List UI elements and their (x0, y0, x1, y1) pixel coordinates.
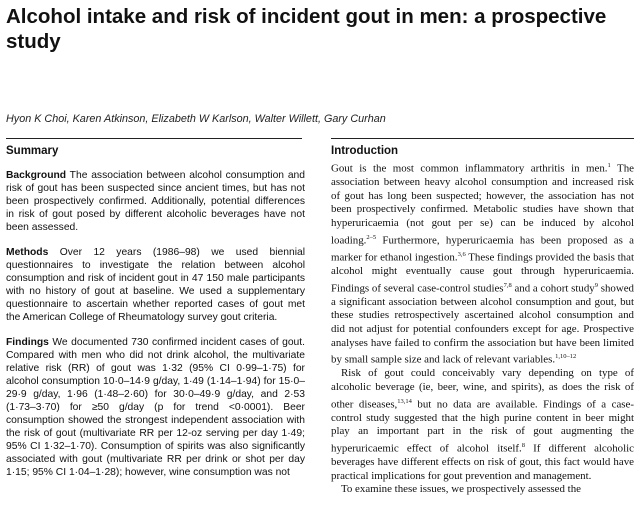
intro-text: The association between heavy alcohol consumption and increased risk of gout has long been suspected; however, the association has not been prospectively confirmed. Metabolic studies have shown that hyperuricaemia (not gout per se) can be induced by alcohol loading. (331, 162, 634, 247)
introduction-paragraph-3: To examine these issues, we prospectively assessed the (341, 483, 581, 496)
methods-text: Over 12 years (1986–98) we used biennial questionnaires to investigate the relation between alcohol consumption and risk of incident gout in 47 150 male participants with no history of gout at baseline. We used a supplementary questionnaire to ascertain whether reported cases of gout met the American College of Rheumatology survey gout criteria. (6, 247, 305, 323)
citation-superscript: 9 (594, 281, 598, 289)
introduction-top-rule (331, 138, 634, 139)
intro-text: Furthermore, hyperuricaemia has been proposed as a marker for ethanol ingestion. (331, 234, 634, 264)
intro-text: showed a significant association between alcohol consumption and gout, but these studies retrospectively ascertained alcohol consumption and did not adjust for potential confounders except for age. Prospective analyses have failed to confirm the association but have been limited by small sample size and lack of relevant variables. (331, 282, 635, 366)
summary-top-rule (6, 138, 302, 139)
intro-text: Gout is the most common inflammatory arthritis in men. (331, 162, 608, 175)
author-list: Hyon K Choi, Karen Atkinson, Elizabeth W Karlson, Walter Willett, Gary Curhan (6, 113, 386, 125)
summary-background (6, 169, 305, 234)
introduction-paragraph-2 (331, 367, 634, 483)
intro-text: but no data are available. Findings of a case-control study suggested that the high purine content in beer might play an important part in the risk of gout augmenting the hyperuricaemic effect of alcohol itself. (331, 398, 634, 455)
article-title: Alcohol intake and risk of incident gout in men: a prospective study (6, 5, 607, 53)
summary-column (6, 144, 305, 491)
citation-superscript: 2–5 (366, 233, 377, 241)
intro-text: These findings provided the basis that alcohol might eventually cause gout through hyperuricaemia. Findings of several case-control studies (331, 251, 634, 295)
findings-text: We documented 730 confirmed incident cases of gout. Compared with men who did not drink alcohol, the multivariate relative risk (RR) of gout was 1·32 (95% CI 0·99–1·75) for alcohol consumption 10·0–14·9 g/day, 1·49 (1·14–1·94) for 15·0–29·9 g/day, 1·96 (1·48–2·60) for 30·0–49·9 g/day, and 2·53 (1·73–3·70) for ≥50 g/day (p for trend <0·0001). Beer consumption showed the strongest independent association with the risk of gout (multivariate RR per 12-oz serving per day 1·49; 95% CI 1·32–1·70). Consumption of spirits was also significantly associated with gout (multivariate RR per drink or shot per day 1·15; 95% CI 1·04–1·28); however, wine consumption was not (6, 337, 305, 478)
citation-superscript: 1,10–12 (555, 353, 577, 361)
citation-superscript: 1 (607, 162, 611, 169)
intro-text: If different alcoholic beverages have different effects on risk of gout, this fact would have practical implications for gout prevention and management. (331, 442, 634, 482)
introduction-heading: Introduction (331, 145, 399, 157)
background-text: The association between alcohol consumption and risk of gout has been suspected since ancient times, but has not been prospectively confirmed. Additionally, potential differences in risk of gout posed by different alcoholic beverages have not been assessed. (6, 170, 305, 233)
introduction-column (331, 144, 634, 497)
summary-findings (6, 336, 305, 479)
introduction-paragraph-1 (331, 159, 634, 367)
citation-superscript: 8 (521, 442, 525, 450)
summary-methods (6, 246, 305, 324)
intro-text: and a cohort study (511, 282, 595, 295)
citation-superscript: 3,6 (457, 250, 466, 258)
citation-superscript: 13,14 (397, 397, 412, 405)
methods-label: Methods (6, 247, 49, 258)
findings-label: Findings (6, 337, 49, 348)
intro-text: Risk of gout could conceivably vary depending on type of alcoholic beverage (ie, beer, wine, and spirits), as does the risk of other diseases, (331, 367, 634, 411)
summary-heading: Summary (6, 145, 59, 157)
citation-superscript: 7,8 (503, 281, 512, 289)
background-label: Background (6, 170, 67, 181)
